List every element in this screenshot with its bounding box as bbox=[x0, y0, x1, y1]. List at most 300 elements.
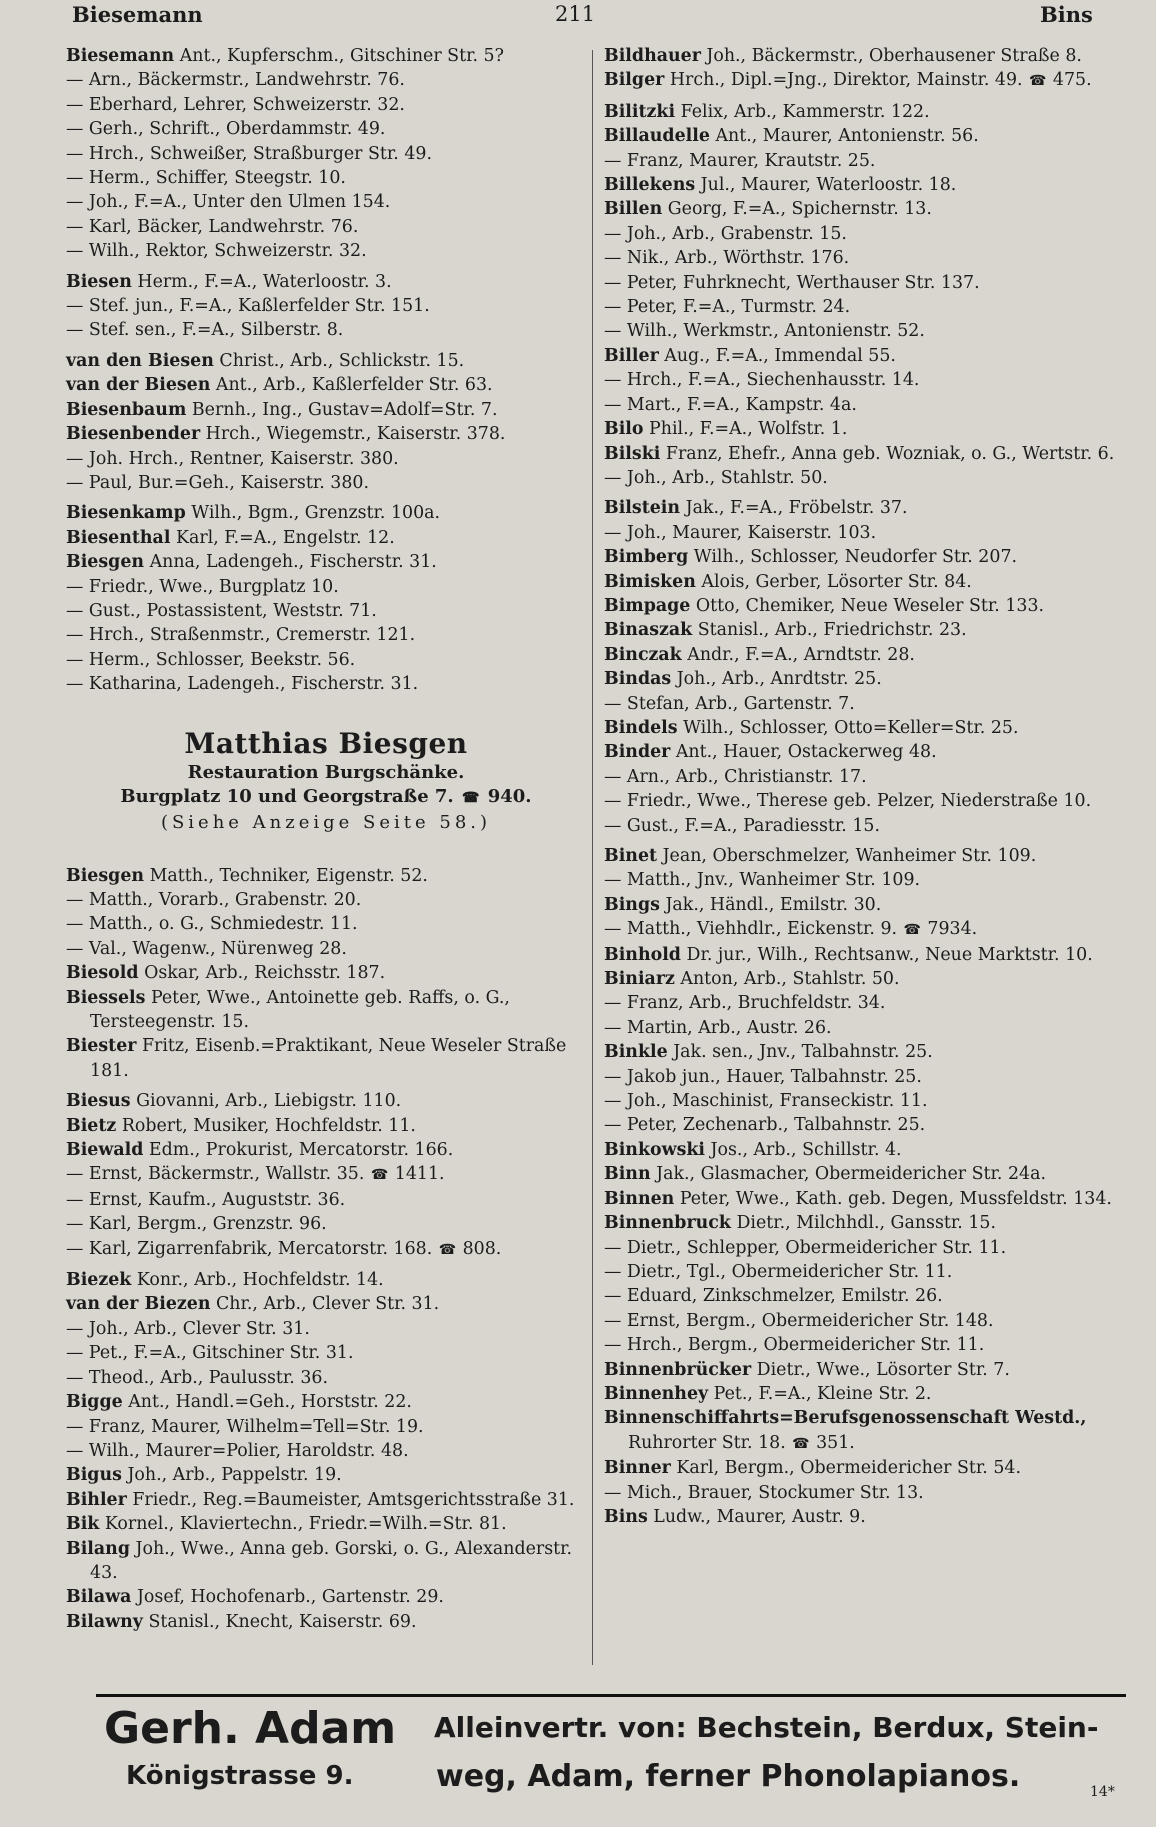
entry-surname: Binkowski bbox=[604, 1139, 706, 1160]
directory-entry bbox=[604, 667, 1124, 691]
entry-surname: Biesus bbox=[66, 1091, 131, 1112]
directory-entry bbox=[604, 496, 1124, 520]
entry-details: Dietr., Milchhdl., Gansstr. 15. bbox=[736, 1213, 996, 1234]
directory-entry bbox=[66, 318, 586, 342]
entry-details: Hrch., Dipl.=Jng., Direktor, Mainstr. 49. bbox=[669, 70, 1023, 91]
entry-details: Joh., Arb., Pappelstr. 19. bbox=[127, 1465, 342, 1486]
directory-entry bbox=[604, 344, 1124, 368]
directory-entry bbox=[66, 447, 586, 471]
entry-surname: Bietz bbox=[66, 1115, 117, 1136]
entry-surname: Biewald bbox=[66, 1140, 144, 1161]
entry-details: — Peter, Zechenarb., Talbahnstr. 25. bbox=[604, 1115, 926, 1136]
directory-entry bbox=[66, 526, 586, 550]
entry-details: — Matth., o. G., Schmiedestr. 11. bbox=[66, 914, 358, 935]
entry-details: — Arn., Bäckermstr., Landwehrstr. 76. bbox=[66, 70, 405, 91]
directory-entry bbox=[604, 1481, 1124, 1505]
directory-entry bbox=[66, 239, 586, 263]
directory-entry bbox=[66, 501, 586, 525]
directory-entry bbox=[66, 1439, 586, 1463]
entry-details: — Mich., Brauer, Stockumer Str. 13. bbox=[604, 1482, 924, 1503]
entry-details: — Ernst, Bäckermstr., Wallstr. 35. bbox=[66, 1164, 365, 1185]
entry-details: — Ernst, Bergm., Obermeidericher Str. 148. bbox=[604, 1310, 994, 1331]
entry-details: — Stef. sen., F.=A., Silberstr. 8. bbox=[66, 320, 344, 341]
entry-details: Joh., Arb., Anrdtstr. 25. bbox=[676, 669, 882, 690]
entry-details: Joh., Wwe., Anna geb. Gorski, o. G., Alexanderstr. 43. bbox=[90, 1538, 573, 1583]
entry-phone: 475. bbox=[1052, 70, 1092, 91]
entry-details: Robert, Musiker, Hochfeldstr. 11. bbox=[121, 1115, 416, 1136]
directory-entry bbox=[66, 1610, 586, 1634]
directory-entry bbox=[604, 149, 1124, 173]
entry-details: Stanisl., Arb., Friedrichstr. 23. bbox=[697, 620, 967, 641]
entry-surname: Bins bbox=[604, 1506, 648, 1527]
entry-surname: Binnenschiffahrts=Berufsgenossenschaft Westd., bbox=[604, 1408, 1087, 1429]
entry-details: — Herm., Schiffer, Steegstr. 10. bbox=[66, 168, 346, 189]
telephone-icon: ☎ bbox=[1024, 73, 1051, 90]
directory-entry bbox=[604, 1260, 1124, 1284]
entry-surname: van der Biezen bbox=[66, 1294, 211, 1315]
entry-surname: Bihler bbox=[66, 1489, 127, 1510]
entry-surname: Binczak bbox=[604, 644, 682, 665]
directory-entry bbox=[66, 1212, 586, 1236]
entry-details: — Wilh., Werkmstr., Antonienstr. 52. bbox=[604, 321, 925, 342]
directory-entry bbox=[604, 1333, 1124, 1357]
left-entry-list-2 bbox=[66, 864, 586, 1635]
entry-surname: van der Biesen bbox=[66, 375, 211, 396]
entry-details: Christ., Arb., Schlickstr. 15. bbox=[219, 350, 465, 371]
entry-surname: Bik bbox=[66, 1514, 100, 1535]
entry-details: Jos., Arb., Schillstr. 4. bbox=[710, 1139, 902, 1160]
entry-details: — Hrch., Straßenmstr., Cremerstr. 121. bbox=[66, 625, 416, 646]
directory-entry bbox=[66, 398, 586, 422]
entry-surname: Binder bbox=[604, 742, 671, 763]
directory-entry bbox=[66, 1415, 586, 1439]
entry-details: Herm., F.=A., Waterloostr. 3. bbox=[137, 271, 392, 292]
directory-entry bbox=[604, 271, 1124, 295]
entry-surname: Binn bbox=[604, 1164, 651, 1185]
entry-details: — Friedr., Wwe., Therese geb. Pelzer, Niederstraße 10. bbox=[604, 791, 1092, 812]
entry-details: — Gust., Postassistent, Weststr. 71. bbox=[66, 600, 377, 621]
entry-details: Jul., Maurer, Waterloostr. 18. bbox=[700, 175, 957, 196]
entry-phone: 808. bbox=[462, 1238, 502, 1259]
entry-details: Wilh., Schlosser, Otto=Keller=Str. 25. bbox=[683, 717, 1019, 738]
entry-surname: Bigge bbox=[66, 1392, 123, 1413]
telephone-icon: ☎ bbox=[787, 1435, 815, 1452]
entry-surname: Bimberg bbox=[604, 547, 689, 568]
directory-entry bbox=[66, 961, 586, 985]
directory-entry bbox=[66, 215, 586, 239]
entry-surname: Bindas bbox=[604, 669, 672, 690]
directory-entry bbox=[604, 789, 1124, 813]
directory-entry bbox=[604, 814, 1124, 838]
entry-surname: Biessels bbox=[66, 987, 146, 1008]
entry-details: Ant., Handl.=Geh., Horststr. 22. bbox=[128, 1392, 412, 1413]
entry-details: Ant., Hauer, Ostackerweg 48. bbox=[675, 742, 937, 763]
entry-surname: Bilitzki bbox=[604, 101, 676, 122]
entry-details: — Joh., Arb., Grabenstr. 15. bbox=[604, 223, 847, 244]
entry-details: — Mart., F.=A., Kampstr. 4a. bbox=[604, 394, 857, 415]
directory-entry bbox=[66, 373, 586, 397]
entry-details: — Hrch., Schweißer, Straßburger Str. 49. bbox=[66, 143, 433, 164]
entry-phone: 351. bbox=[816, 1432, 855, 1453]
directory-entry bbox=[66, 422, 586, 446]
directory-entry bbox=[66, 672, 586, 696]
entry-details: Georg, F.=A., Spichernstr. 13. bbox=[667, 199, 932, 220]
entry-surname: Bimisken bbox=[604, 571, 696, 592]
entry-details: — Joh., Arb., Clever Str. 31. bbox=[66, 1318, 310, 1339]
page-header bbox=[0, 2, 1156, 34]
directory-entry bbox=[604, 1187, 1124, 1211]
directory-entry bbox=[604, 442, 1124, 466]
header-left-keyword: Biesemann bbox=[72, 2, 203, 27]
directory-entry bbox=[66, 270, 586, 294]
entry-phone: 1411. bbox=[394, 1164, 445, 1185]
telephone-icon: ☎ bbox=[366, 1167, 393, 1184]
directory-entry bbox=[604, 991, 1124, 1015]
directory-entry bbox=[66, 44, 586, 68]
ad-name: Matthias Biesgen bbox=[184, 726, 468, 760]
entry-surname: Billekens bbox=[604, 175, 696, 196]
entry-details: — Matth., Vorarb., Grabenstr. 20. bbox=[66, 889, 362, 910]
adam-name: Gerh. Adam bbox=[104, 1703, 397, 1754]
telephone-icon: ☎ bbox=[461, 789, 480, 806]
entry-details: — Joh. Hrch., Rentner, Kaiserstr. 380. bbox=[66, 448, 399, 469]
entry-details: — Hrch., Bergm., Obermeidericher Str. 11. bbox=[604, 1335, 985, 1356]
entry-details: — Eberhard, Lehrer, Schweizerstr. 32. bbox=[66, 94, 405, 115]
entry-details: Kornel., Klaviertechn., Friedr.=Wilh.=Str. 81. bbox=[104, 1514, 507, 1535]
directory-entry bbox=[66, 1162, 586, 1187]
directory-entry bbox=[604, 1358, 1124, 1382]
entry-surname: Bindels bbox=[604, 717, 678, 738]
directory-entry bbox=[604, 967, 1124, 991]
directory-entry bbox=[66, 912, 586, 936]
entry-surname: Binner bbox=[604, 1458, 671, 1479]
entry-details: Matth., Techniker, Eigenstr. 52. bbox=[149, 865, 428, 886]
directory-entry bbox=[604, 100, 1124, 124]
entry-surname: Binet bbox=[604, 846, 658, 866]
directory-entry bbox=[66, 1537, 586, 1586]
directory-entry bbox=[66, 599, 586, 623]
directory-entry bbox=[66, 1089, 586, 1113]
column-divider bbox=[592, 50, 593, 1665]
entry-surname: van den Biesen bbox=[66, 350, 214, 371]
directory-entry bbox=[66, 1268, 586, 1292]
entry-surname: Binaszak bbox=[604, 620, 693, 641]
directory-entry bbox=[66, 1463, 586, 1487]
right-column bbox=[604, 44, 1124, 1529]
entry-surname: Bigus bbox=[66, 1465, 122, 1486]
ad-subtitle: Restauration Burgschänke. bbox=[187, 761, 465, 783]
entry-surname: Binnenbruck bbox=[604, 1213, 731, 1234]
entry-details: Aug., F.=A., Immendal 55. bbox=[664, 345, 896, 366]
entry-details: — Franz, Maurer, Wilhelm=Tell=Str. 19. bbox=[66, 1416, 424, 1437]
entry-details: Konr., Arb., Hochfeldstr. 14. bbox=[136, 1270, 384, 1291]
directory-entry bbox=[604, 393, 1124, 417]
entry-details: — Arn., Arb., Christianstr. 17. bbox=[604, 766, 867, 787]
entry-details: Peter, Wwe., Antoinette geb. Raffs, o. G., Tersteegenstr. 15. bbox=[90, 987, 510, 1032]
entry-surname: Binkle bbox=[604, 1042, 668, 1063]
adam-line-1: Alleinvertr. von: Bechstein, Berdux, Stein- bbox=[434, 1711, 1099, 1744]
entry-details: — Herm., Schlosser, Beekstr. 56. bbox=[66, 649, 356, 670]
entry-details: Otto, Chemiker, Neue Weseler Str. 133. bbox=[695, 595, 1045, 616]
entry-surname: Bildhauer bbox=[604, 46, 701, 66]
entry-surname: Binnenbrücker bbox=[604, 1359, 752, 1380]
entry-details: — Theod., Arb., Paulusstr. 36. bbox=[66, 1367, 328, 1388]
directory-entry bbox=[66, 1512, 586, 1536]
entry-details: Bernh., Ing., Gustav=Adolf=Str. 7. bbox=[191, 399, 498, 420]
entry-details: — Gust., F.=A., Paradiesstr. 15. bbox=[604, 815, 881, 836]
directory-entry bbox=[66, 1114, 586, 1138]
entry-details: — Joh., F.=A., Unter den Ulmen 154. bbox=[66, 192, 391, 213]
directory-entry bbox=[604, 173, 1124, 197]
directory-entry bbox=[604, 917, 1124, 942]
right-entry-list bbox=[604, 44, 1124, 1529]
directory-entry bbox=[604, 1236, 1124, 1260]
entry-details: Franz, Ehefr., Anna geb. Wozniak, o. G., Wertstr. 6. bbox=[665, 443, 1115, 464]
left-column bbox=[66, 44, 586, 1634]
entry-details: — Pet., F.=A., Gitschiner Str. 31. bbox=[66, 1343, 354, 1364]
entry-surname: Biester bbox=[66, 1036, 137, 1057]
entry-details: Ant., Arb., Kaßlerfelder Str. 63. bbox=[215, 375, 493, 396]
entry-surname: Biesenkamp bbox=[66, 503, 186, 524]
directory-entry bbox=[604, 319, 1124, 343]
entry-details: Dietr., Wwe., Lösorter Str. 7. bbox=[756, 1359, 1010, 1380]
entry-details: Friedr., Reg.=Baumeister, Amtsgerichtsstraße 31. bbox=[132, 1489, 575, 1510]
directory-entry bbox=[66, 575, 586, 599]
entry-details: — Joh., Maurer, Kaiserstr. 103. bbox=[604, 522, 877, 543]
entry-surname: Biesen bbox=[66, 271, 132, 292]
entry-details: Karl, Bergm., Obermeidericher Str. 54. bbox=[676, 1458, 1021, 1479]
directory-entry bbox=[604, 1382, 1124, 1406]
entry-details: Ant., Kupferschm., Gitschiner Str. 5? bbox=[179, 46, 504, 66]
entry-details: Peter, Wwe., Kath. geb. Degen, Mussfeldstr. 134. bbox=[679, 1188, 1112, 1209]
directory-entry bbox=[66, 349, 586, 373]
directory-entry bbox=[66, 68, 586, 92]
entry-phone: 7934. bbox=[927, 919, 978, 940]
directory-entry bbox=[604, 692, 1124, 716]
directory-entry bbox=[604, 570, 1124, 594]
directory-entry bbox=[604, 1456, 1124, 1480]
entry-details: — Val., Wagenw., Nürenweg 28. bbox=[66, 938, 347, 959]
adam-address: Königstrasse 9. bbox=[126, 1761, 354, 1791]
directory-entry bbox=[604, 1016, 1124, 1040]
entry-surname: Binnen bbox=[604, 1188, 675, 1209]
directory-entry bbox=[604, 466, 1124, 490]
entry-details: — Stefan, Arb., Gartenstr. 7. bbox=[604, 693, 855, 714]
directory-entry bbox=[66, 1390, 586, 1414]
entry-details: Ant., Maurer, Antonienstr. 56. bbox=[715, 126, 979, 147]
entry-details: Felix, Arb., Kammerstr. 122. bbox=[680, 101, 930, 122]
directory-entry bbox=[604, 1040, 1124, 1064]
entry-surname: Billaudelle bbox=[604, 126, 710, 147]
directory-entry bbox=[66, 623, 586, 647]
entry-details: — Karl, Bergm., Grenzstr. 96. bbox=[66, 1214, 327, 1235]
directory-entry bbox=[604, 295, 1124, 319]
entry-details: — Katharina, Ladengeh., Fischerstr. 31. bbox=[66, 674, 419, 695]
entry-details: — Karl, Zigarrenfabrik, Mercatorstr. 168. bbox=[66, 1238, 433, 1259]
entry-details: Ludw., Maurer, Austr. 9. bbox=[653, 1506, 866, 1527]
directory-entry bbox=[66, 190, 586, 214]
page-number: 211 bbox=[555, 2, 596, 26]
telephone-icon: ☎ bbox=[899, 922, 926, 939]
entry-surname: Bilawny bbox=[66, 1611, 143, 1632]
entry-details: Anna, Ladengeh., Fischerstr. 31. bbox=[149, 552, 437, 573]
directory-entry bbox=[604, 246, 1124, 270]
entry-surname: Bilang bbox=[66, 1538, 130, 1559]
ad-phone: 940. bbox=[487, 785, 532, 807]
entry-details: Oskar, Arb., Reichsstr. 187. bbox=[144, 963, 386, 984]
directory-entry bbox=[66, 937, 586, 961]
adam-line-2: weg, Adam, ferner Phonolapianos. bbox=[436, 1759, 1021, 1794]
entry-details: — Ernst, Kaufm., Auguststr. 36. bbox=[66, 1189, 346, 1210]
entry-surname: Biesenthal bbox=[66, 527, 171, 548]
entry-details: — Eduard, Zinkschmelzer, Emilstr. 26. bbox=[604, 1286, 943, 1307]
entry-details: — Matth., Jnv., Wanheimer Str. 109. bbox=[604, 870, 921, 891]
directory-entry bbox=[604, 1065, 1124, 1089]
directory-entry bbox=[604, 618, 1124, 642]
entry-surname: Biesgen bbox=[66, 552, 145, 573]
entry-details: Giovanni, Arb., Liebigstr. 110. bbox=[136, 1091, 402, 1112]
directory-entry bbox=[66, 1366, 586, 1390]
directory-entry bbox=[66, 1188, 586, 1212]
entry-details: — Martin, Arb., Austr. 26. bbox=[604, 1017, 832, 1038]
entry-details: — Joh., Arb., Stahlstr. 50. bbox=[604, 467, 828, 488]
directory-entry bbox=[604, 594, 1124, 618]
entry-surname: Bilski bbox=[604, 443, 661, 464]
entry-details: Joh., Bäckermstr., Oberhausener Straße 8. bbox=[706, 46, 1082, 66]
entry-surname: Biesemann bbox=[66, 46, 175, 66]
entry-surname: Bimpage bbox=[604, 595, 691, 616]
directory-entry bbox=[604, 643, 1124, 667]
directory-entry bbox=[66, 864, 586, 888]
directory-entry bbox=[604, 417, 1124, 441]
entry-details: — Paul, Bur.=Geh., Kaiserstr. 380. bbox=[66, 472, 370, 493]
entry-surname: Bilger bbox=[604, 70, 665, 91]
entry-surname: Biesold bbox=[66, 963, 139, 984]
directory-entry bbox=[604, 44, 1124, 68]
directory-entry bbox=[66, 1585, 586, 1609]
directory-entry bbox=[66, 294, 586, 318]
entry-surname: Biesenbaum bbox=[66, 399, 187, 420]
directory-entry bbox=[604, 1284, 1124, 1308]
entry-details: Jak., Händl., Emilstr. 30. bbox=[665, 894, 882, 915]
entry-surname: Biniarz bbox=[604, 969, 675, 990]
entry-surname: Bilawa bbox=[66, 1587, 132, 1608]
directory-entry bbox=[66, 471, 586, 495]
entry-surname: Biesenbender bbox=[66, 424, 201, 445]
entry-details: Phil., F.=A., Wolfstr. 1. bbox=[649, 419, 848, 440]
directory-entry bbox=[66, 1138, 586, 1162]
entry-details: — Peter, Fuhrknecht, Werthauser Str. 137. bbox=[604, 272, 980, 293]
directory-entry bbox=[66, 117, 586, 141]
entry-details: — Peter, F.=A., Turmstr. 24. bbox=[604, 297, 851, 318]
directory-entry bbox=[604, 521, 1124, 545]
entry-surname: Biller bbox=[604, 345, 659, 366]
entry-details: Dr. jur., Wilh., Rechtsanw., Neue Marktstr. 10. bbox=[686, 944, 1093, 965]
directory-entry bbox=[66, 1317, 586, 1341]
entry-details: — Jakob jun., Hauer, Talbahnstr. 25. bbox=[604, 1066, 922, 1087]
directory-entry bbox=[604, 716, 1124, 740]
directory-entry bbox=[604, 68, 1124, 93]
ad-address: Burgplatz 10 und Georgstraße 7. bbox=[120, 785, 454, 807]
entry-details: — Stef. jun., F.=A., Kaßlerfelder Str. 151. bbox=[66, 296, 430, 317]
entry-details: Fritz, Eisenb.=Praktikant, Neue Weseler Straße 181. bbox=[90, 1036, 567, 1081]
entry-details: Wilh., Bgm., Grenzstr. 100a. bbox=[191, 503, 441, 524]
directory-entry bbox=[66, 1341, 586, 1365]
entry-details: Wilh., Schlosser, Neudorfer Str. 207. bbox=[693, 547, 1018, 568]
adam-advertisement bbox=[96, 1694, 1126, 1827]
directory-entry bbox=[66, 648, 586, 672]
entry-details: Anton, Arb., Stahlstr. 50. bbox=[680, 969, 900, 990]
telephone-icon: ☎ bbox=[434, 1241, 461, 1258]
ad-note: (Siehe Anzeige Seite 58.) bbox=[160, 811, 492, 833]
directory-entry bbox=[66, 1292, 586, 1316]
entry-details: — Franz, Arb., Bruchfeldstr. 34. bbox=[604, 993, 886, 1014]
directory-entry bbox=[604, 1309, 1124, 1333]
entry-details: — Dietr., Schlepper, Obermeidericher Str. 11. bbox=[604, 1237, 1007, 1258]
directory-entry bbox=[66, 1034, 586, 1083]
entry-surname: Biezek bbox=[66, 1270, 132, 1291]
entry-details: Ruhrorter Str. 18. bbox=[628, 1432, 786, 1453]
entry-details: — Nik., Arb., Wörthstr. 176. bbox=[604, 248, 850, 269]
directory-entry bbox=[604, 943, 1124, 967]
entry-details: Hrch., Wiegemstr., Kaiserstr. 378. bbox=[205, 424, 506, 445]
directory-entry bbox=[604, 124, 1124, 148]
entry-details: Andr., F.=A., Arndtstr. 28. bbox=[687, 644, 915, 665]
entry-details: — Karl, Bäcker, Landwehrstr. 76. bbox=[66, 216, 359, 237]
entry-surname: Biesgen bbox=[66, 865, 145, 886]
directory-entry bbox=[604, 1406, 1124, 1456]
directory-entry bbox=[604, 368, 1124, 392]
entry-details: Josef, Hochofenarb., Gartenstr. 29. bbox=[136, 1587, 444, 1608]
directory-entry bbox=[604, 197, 1124, 221]
entry-details: — Gerh., Schrift., Oberdammstr. 49. bbox=[66, 119, 386, 140]
directory-entry bbox=[604, 1089, 1124, 1113]
entry-details: — Friedr., Wwe., Burgplatz 10. bbox=[66, 576, 339, 597]
entry-details: — Matth., Viehhdlr., Eickenstr. 9. bbox=[604, 919, 898, 940]
directory-entry bbox=[604, 765, 1124, 789]
entry-details: Pet., F.=A., Kleine Str. 2. bbox=[713, 1383, 932, 1404]
entry-details: — Joh., Maschinist, Franseckistr. 11. bbox=[604, 1091, 928, 1112]
directory-entry bbox=[66, 1488, 586, 1512]
directory-entry bbox=[604, 222, 1124, 246]
directory-entry bbox=[604, 1211, 1124, 1235]
entry-details: Jak., F.=A., Fröbelstr. 37. bbox=[685, 498, 908, 519]
entry-details: — Hrch., F.=A., Siechenhausstr. 14. bbox=[604, 370, 920, 391]
directory-entry bbox=[604, 740, 1124, 764]
entry-details: Jean, Oberschmelzer, Wanheimer Str. 109. bbox=[662, 846, 1037, 866]
entry-details: Alois, Gerber, Lösorter Str. 84. bbox=[701, 571, 972, 592]
directory-entry bbox=[604, 1113, 1124, 1137]
directory-entry bbox=[604, 545, 1124, 569]
entry-details: Karl, F.=A., Engelstr. 12. bbox=[175, 527, 395, 548]
directory-entry bbox=[604, 893, 1124, 917]
directory-entry bbox=[66, 888, 586, 912]
directory-entry bbox=[604, 1162, 1124, 1186]
entry-surname: Bilo bbox=[604, 419, 644, 440]
directory-entry bbox=[66, 986, 586, 1035]
directory-entry bbox=[604, 1505, 1124, 1529]
directory-entry bbox=[66, 166, 586, 190]
entry-surname: Bilstein bbox=[604, 498, 681, 519]
left-entry-list bbox=[66, 44, 586, 697]
entry-details: Edm., Prokurist, Mercatorstr. 166. bbox=[148, 1140, 454, 1161]
entry-surname: Binnenhey bbox=[604, 1383, 709, 1404]
biesgen-advertisement bbox=[66, 727, 586, 836]
directory-entry bbox=[66, 550, 586, 574]
entry-details: Chr., Arb., Clever Str. 31. bbox=[216, 1294, 440, 1315]
entry-details: Jak., Glasmacher, Obermeidericher Str. 24a. bbox=[656, 1164, 1046, 1185]
entry-surname: Billen bbox=[604, 199, 663, 220]
